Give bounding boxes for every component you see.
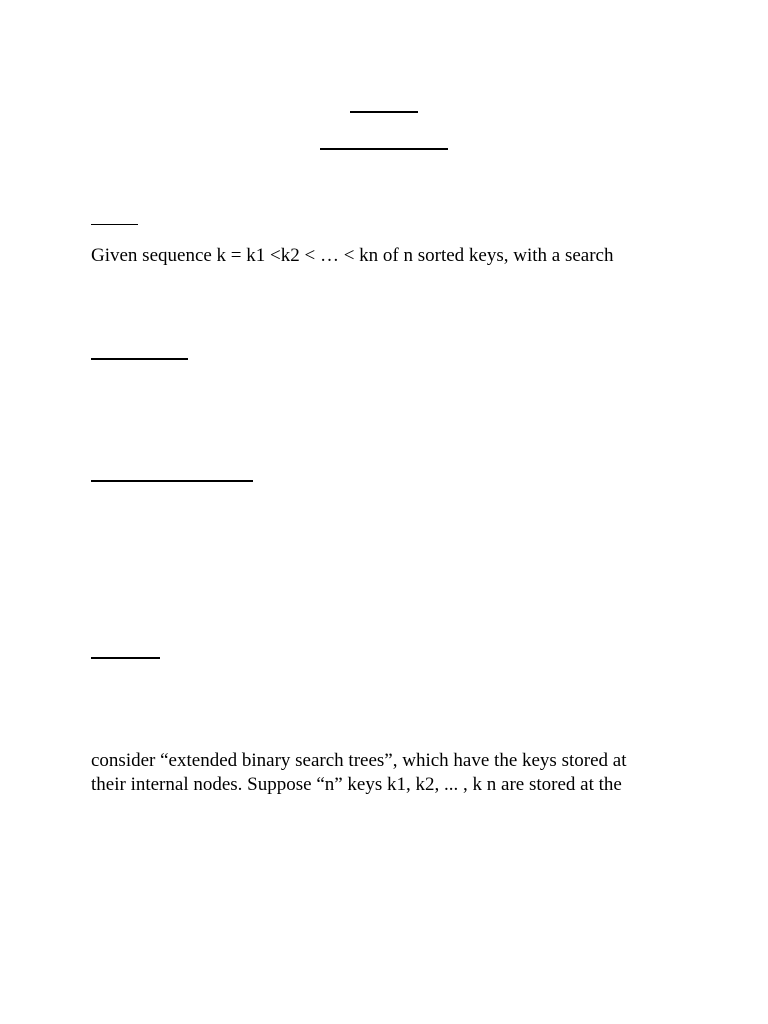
section-rule-1 — [91, 224, 138, 225]
title-rule — [350, 111, 418, 113]
heading-rule-2 — [91, 480, 253, 482]
subtitle-rule — [320, 148, 448, 150]
heading-rule-1 — [91, 358, 188, 360]
closing-line-1: consider “extended binary search trees”, which have the keys stored at — [91, 750, 627, 771]
closing-paragraph — [91, 749, 626, 797]
closing-line-2: their internal nodes. Suppose “n” keys k1, k2, ... , k n are stored at the — [91, 774, 622, 795]
intro-text: Given sequence k = k1 <k2 < … < kn of n sorted keys, with a search — [91, 245, 614, 266]
heading-rule-3 — [91, 657, 160, 659]
